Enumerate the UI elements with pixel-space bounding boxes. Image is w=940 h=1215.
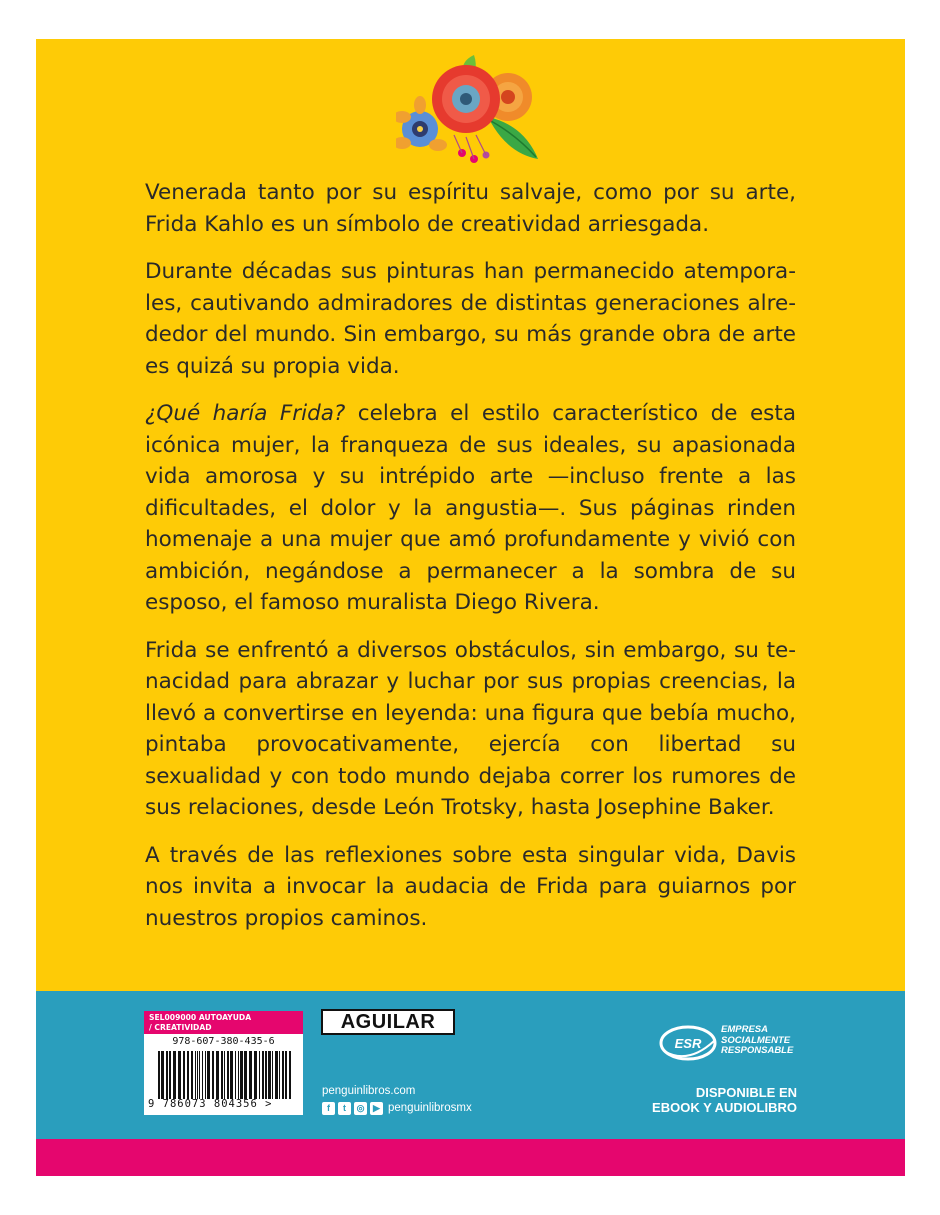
- youtube-icon[interactable]: ▶: [370, 1102, 383, 1115]
- aguilar-logo: AGUILAR: [321, 1009, 455, 1035]
- barcode-bar: [169, 1051, 171, 1099]
- barcode-bar: [207, 1051, 210, 1099]
- barcode-bar: [230, 1051, 233, 1099]
- barcode-bar: [221, 1051, 223, 1099]
- barcode-bar: [197, 1051, 198, 1099]
- availability-line-2: EBOOK Y AUDIOLIBRO: [652, 1100, 797, 1115]
- barcode-bar: [216, 1051, 219, 1099]
- esr-line-3: RESPONSABLE: [721, 1045, 794, 1056]
- flower-illustration: [396, 55, 546, 165]
- barcode-bar: [202, 1051, 203, 1099]
- category-line-2: / CREATIVIDAD: [149, 1023, 212, 1032]
- barcode-bar: [265, 1051, 267, 1099]
- barcode-bar: [285, 1051, 287, 1099]
- barcode-bar: [166, 1051, 168, 1099]
- barcode-bar: [187, 1051, 189, 1099]
- barcode-bar: [158, 1051, 160, 1099]
- barcode-bar: [227, 1051, 229, 1099]
- barcode-bar: [212, 1051, 214, 1099]
- barcode-bar: [238, 1051, 239, 1099]
- paragraph-5: A través de las reflexiones sobre esta singular vida, Davis nos invita a invocar la audacia de Frida para guiarnos por nuestros propios caminos.: [145, 842, 796, 931]
- barcode-bar: [268, 1051, 271, 1099]
- barcode-bar: [240, 1051, 243, 1099]
- barcode-bar: [259, 1051, 260, 1099]
- barcode-bar: [262, 1051, 264, 1099]
- barcode-block: [144, 1011, 303, 1115]
- category-line-1: SEL009000 AUTOAYUDA: [149, 1013, 252, 1022]
- esr-badge-text: ESR: [674, 1036, 702, 1051]
- barcode-bar: [244, 1051, 247, 1099]
- website-link[interactable]: penguinlibros.com: [322, 1085, 416, 1097]
- paragraph-4: Frida se enfrentó a diversos obstáculos, sin embargo, su tenacidad para abrazar y luchar por sus propias creencias, la llevó a convertirse en leyenda: una figura que bebía mucho, pintaba provocativamente, ejercía con libertad su sexualidad y con todo mundo dejaba correr los rumores de sus relaciones, desde León Trotsky, hasta Josephine Baker.: [145, 637, 796, 820]
- availability-line-1: DISPONIBLE EN: [695, 1085, 797, 1100]
- back-cover: [36, 39, 905, 1176]
- social-links: [322, 1101, 472, 1115]
- barcode-bar: [178, 1051, 181, 1099]
- barcode-bar: [272, 1051, 273, 1099]
- barcode-bar: [254, 1051, 257, 1099]
- barcode-icon: [158, 1051, 294, 1099]
- availability-note: [636, 1085, 797, 1115]
- barcode-bar: [224, 1051, 225, 1099]
- paragraph-1: Venerada tanto por su espíritu salvaje, como por su arte, Frida Kahlo es un símbolo de creatividad arriesgada.: [145, 180, 796, 237]
- barcode-bar: [199, 1051, 200, 1099]
- barcode-bar: [191, 1051, 193, 1099]
- paragraph-2: Durante décadas sus pinturas han permanecido atemporales, cautivando admiradores de distintas generaciones alrededor del mundo. Sin embargo, su más grande obra de arte es quizá su propia vida.: [145, 259, 796, 379]
- esr-label: [721, 1025, 793, 1057]
- barcode-digits: 9 786073 804356 >: [148, 1098, 273, 1110]
- facebook-icon[interactable]: f: [322, 1102, 335, 1115]
- esr-line-2: SOCIALMENTE: [721, 1034, 791, 1046]
- barcode-bar: [205, 1051, 206, 1099]
- category-label: [144, 1011, 303, 1034]
- barcode-bar: [183, 1051, 185, 1099]
- book-title-italic: ¿Qué haría Frida?: [145, 401, 346, 426]
- bottom-stripe: [36, 1139, 905, 1176]
- yellow-panel: [36, 39, 905, 991]
- barcode-bar: [289, 1051, 291, 1099]
- synopsis: [145, 177, 796, 950]
- instagram-icon[interactable]: ◎: [354, 1102, 367, 1115]
- barcode-bar: [282, 1051, 284, 1099]
- paragraph-3-rest: celebra el estilo característico de esta icónica mujer, la franqueza de sus ideales, su apasionada vida amorosa y su intrépido arte —incluso frente a las dificultades, el dolor y la angustia—. Sus páginas rinden homenaje a una mujer que amó profundamente y vivió con ambición, negándose a permanecer a la sombra de su esposo, el famoso muralista Diego Rivera.: [145, 401, 796, 615]
- barcode-bar: [173, 1051, 176, 1099]
- barcode-bar: [249, 1051, 252, 1099]
- barcode-bar: [235, 1051, 236, 1099]
- barcode-bar: [279, 1051, 280, 1099]
- esr-line-1: EMPRESA: [721, 1024, 768, 1035]
- social-handle[interactable]: penguinlibrosmx: [388, 1102, 472, 1114]
- isbn-number: 978-607-380-435-6: [172, 1036, 275, 1047]
- twitter-icon[interactable]: t: [338, 1102, 351, 1115]
- paragraph-3: [145, 398, 796, 619]
- barcode-bar: [275, 1051, 278, 1099]
- barcode-bar: [161, 1051, 164, 1099]
- barcode-bar: [195, 1051, 196, 1099]
